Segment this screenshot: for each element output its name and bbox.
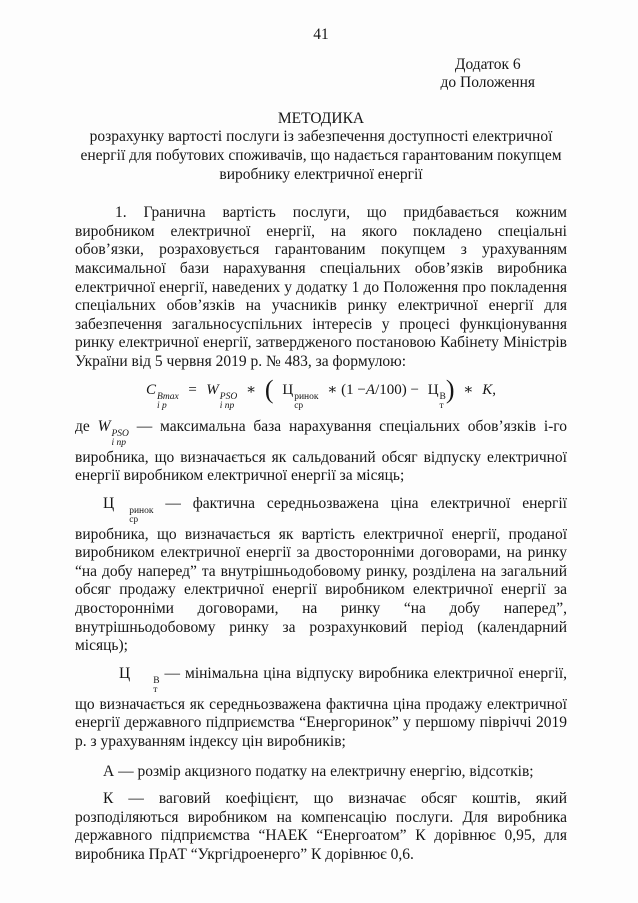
multiply-operator: ∗ xyxy=(245,381,257,398)
definition-price-min xyxy=(75,665,567,752)
formula-middle-1: ∗ (1 − xyxy=(327,381,366,398)
formula-comma: , xyxy=(492,381,496,398)
definition-w xyxy=(75,418,567,486)
definition-a: А — розмір акцизного податку на електричну енергію, відсотків; xyxy=(103,762,534,780)
close-paren: ) xyxy=(445,374,455,404)
page-number: 41 xyxy=(313,26,329,43)
multiply-operator-2: ∗ xyxy=(463,381,474,398)
definition-price-market xyxy=(75,495,567,656)
paragraph-1: 1. Гранична вартість послуги, що придбавається кожним виробником електричної енергії, на якого покладено спеціальні обов’язки, розраховується гарантованим покупцем з урахуванням максимальної бази нарахування спеціальних обов’язків виробника електричної енергії, наведених у додатку 1 до Положення про покладення спеціальних обов’язків на учасників ринку електричної енергії для забезпечення загальносуспільних інтересів у процесі функціонування ринку електричної енергії, затвердженого постановою Кабінету Міністрів України від 5 червня 2019 р. № 483, за формулою: xyxy=(75,204,567,370)
definition-w-text: — максимальна база нарахування спеціальних обов’язків і-го виробника, що визначається як сальдований обсяг відпуску електричної енергії виробником електричної енергії за місяць; xyxy=(75,417,568,485)
definition-price-min-text: — мінімальна ціна відпуску виробника електричної енергії, що визначається як середньозважена фактична ціна продажу електричної енергії державного підприємства “Енергоринок” у першому півріччі 2019 р. з урахуванням індексу цін виробників; xyxy=(75,664,567,751)
annex-line-1: Додаток 6 xyxy=(454,55,521,73)
document-subtitle: розрахунку вартості послуги із забезпечення доступності електричної енергії для побутових споживачів, що надається гарантованим покупцем виробнику електричної енергії xyxy=(80,128,562,183)
math-symbol-w-pso-inline: W PSO і пр xyxy=(97,417,129,448)
var-k: К xyxy=(482,381,493,398)
formula xyxy=(75,374,567,412)
definition-w-prefix: де xyxy=(75,417,90,435)
math-symbol-c-bmax: C Вmax і р xyxy=(146,381,179,411)
math-symbol-price-market-inline: Ц ринок ср xyxy=(103,494,154,526)
var-a: А xyxy=(365,381,376,398)
formula-middle-2: /100) − xyxy=(375,381,419,398)
document-title: МЕТОДИКА xyxy=(277,109,365,127)
annex-line-2: до Положення xyxy=(440,74,535,92)
equals-sign: = xyxy=(187,381,198,398)
math-symbol-price-min-inline: Ц В т xyxy=(119,664,160,696)
definition-price-market-text: — фактична середньозважена ціна електричної енергії виробника, що визначається як вартість електричної енергії, проданої виробником електричної енергії за двосторонніми договорами, на ринку “на добу наперед” та внутрішньодобовому ринку, розділена на загальний обсяг продажу електричної енергії виробником електричної енергії за двосторонніми договорами, на ринку “на добу наперед”, внутрішньодобовому ринку за розрахунковий період (календарний місяць); xyxy=(75,494,567,655)
math-symbol-price-market: Ц ринок ср xyxy=(282,381,319,411)
open-paren: ( xyxy=(264,374,274,404)
math-symbol-price-min: Ц В т xyxy=(427,381,446,411)
definition-k: К — ваговий коефіцієнт, що визначає обсяг коштів, який розподіляються виробником на компенсацію послуги. Для виробника державного підприємства “НАЕК “Енергоатом” К дорівнює 0,95, для виробника ПрАТ “Укргідроенерго” К дорівнює 0,6. xyxy=(75,790,567,863)
annex-block xyxy=(441,56,535,93)
math-symbol-w-pso: W PSO і пр xyxy=(206,381,238,411)
